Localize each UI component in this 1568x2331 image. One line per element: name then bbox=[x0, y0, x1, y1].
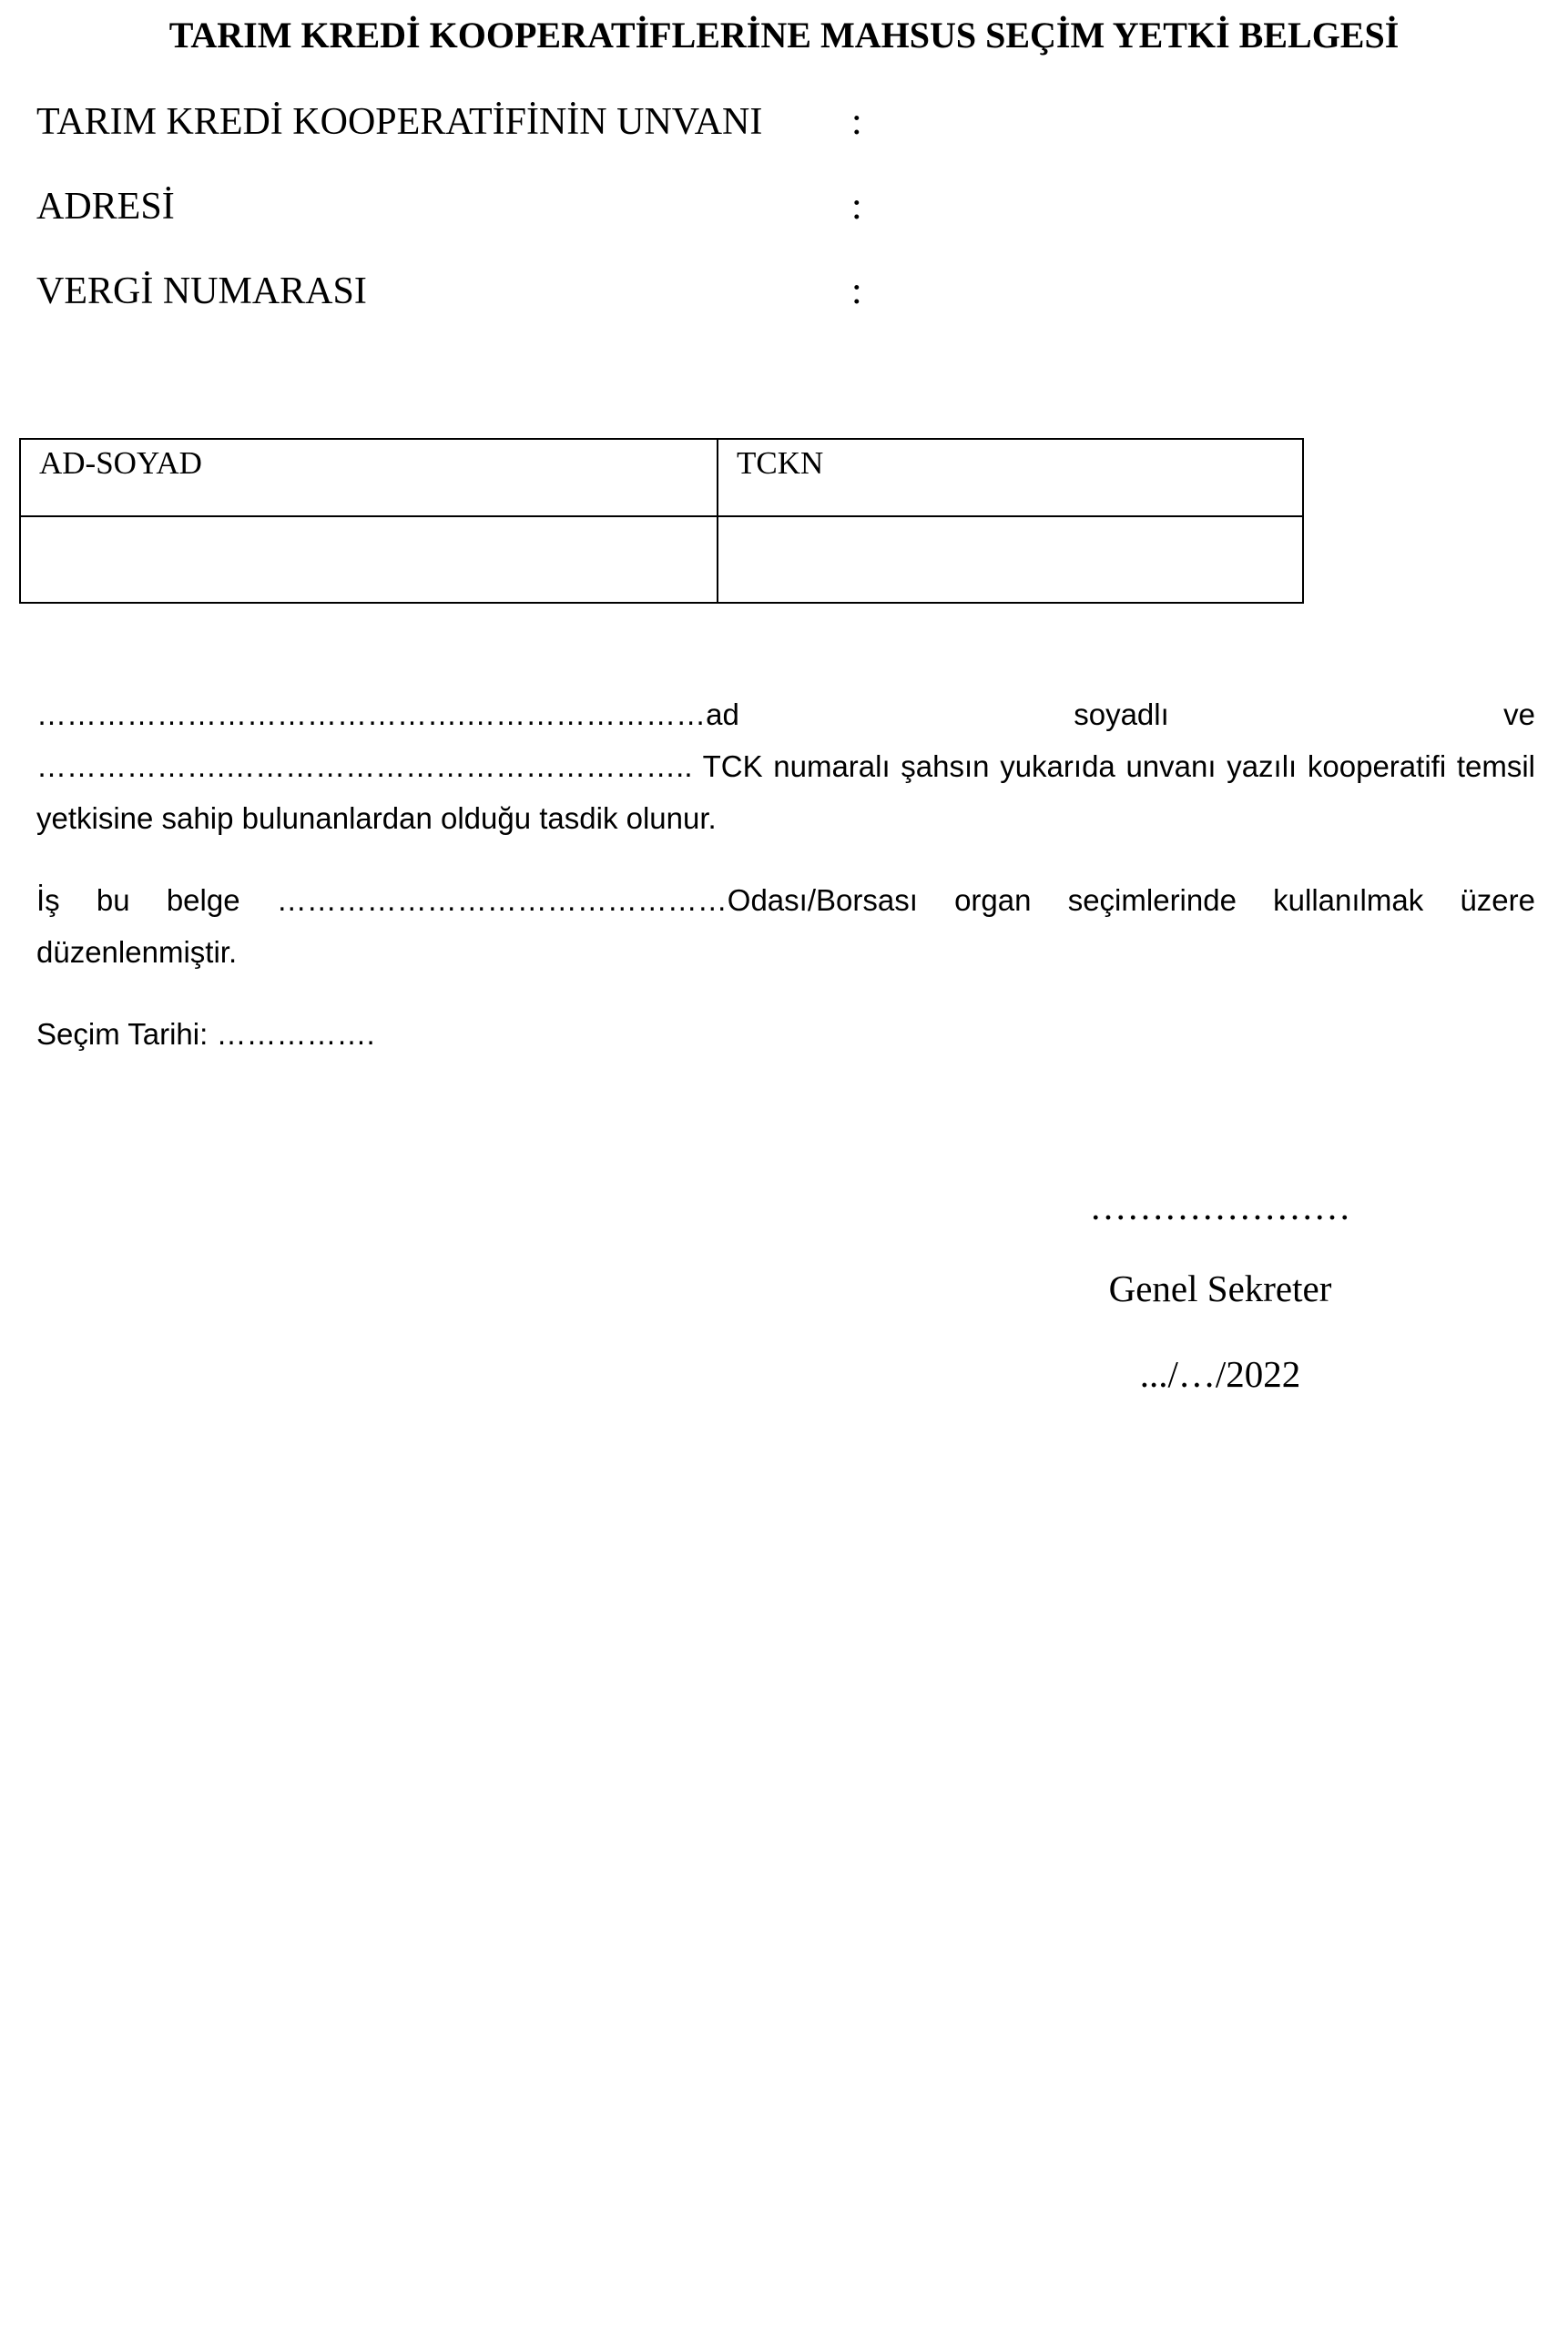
header-label-tckn: TCKN bbox=[737, 445, 824, 481]
field-colon-adres: : bbox=[851, 186, 862, 228]
field-label-adres: ADRESİ bbox=[36, 186, 175, 228]
document-title: TARIM KREDİ KOOPERATİFLERİNE MAHSUS SEÇİM YETKİ BELGESİ bbox=[168, 15, 1400, 56]
cell-ad-soyad-value bbox=[20, 516, 718, 603]
representative-table bbox=[19, 438, 1304, 604]
signatory-title: Genel Sekreter bbox=[1108, 1267, 1332, 1309]
signature-date: .../…/2022 bbox=[1139, 1353, 1301, 1395]
cell-tckn-value bbox=[718, 516, 1303, 603]
field-colon-unvan: : bbox=[851, 101, 862, 143]
purpose-paragraph: İş bu belge ………………………………………Odası/Borsası organ seçimlerinde kullanılmak üzere düzenlenmiştir. bbox=[36, 883, 1535, 969]
table-row bbox=[20, 516, 1303, 603]
certification-paragraph: …………………………………….……………………ad soyadlı ve ……………….……………………………………….. TCK numaralı şahsın yukarıda unvanı yazılı kooperatifi temsil yetkisine sahip bulunanlardan olduğu tasdik olunur. bbox=[36, 697, 1535, 835]
table-header-row bbox=[20, 439, 1303, 516]
field-colon-vergi: : bbox=[851, 270, 862, 312]
election-date-line: Seçim Tarihi: ……………. bbox=[36, 1017, 375, 1051]
field-label-unvan: TARIM KREDİ KOOPERATİFİNİN UNVANI bbox=[36, 101, 763, 143]
header-cell-ad-soyad bbox=[20, 439, 718, 516]
signature-line: ………………… bbox=[1089, 1186, 1351, 1227]
header-label-ad-soyad: AD-SOYAD bbox=[39, 445, 202, 481]
field-label-vergi: VERGİ NUMARASI bbox=[36, 270, 367, 312]
header-cell-tckn bbox=[718, 439, 1303, 516]
